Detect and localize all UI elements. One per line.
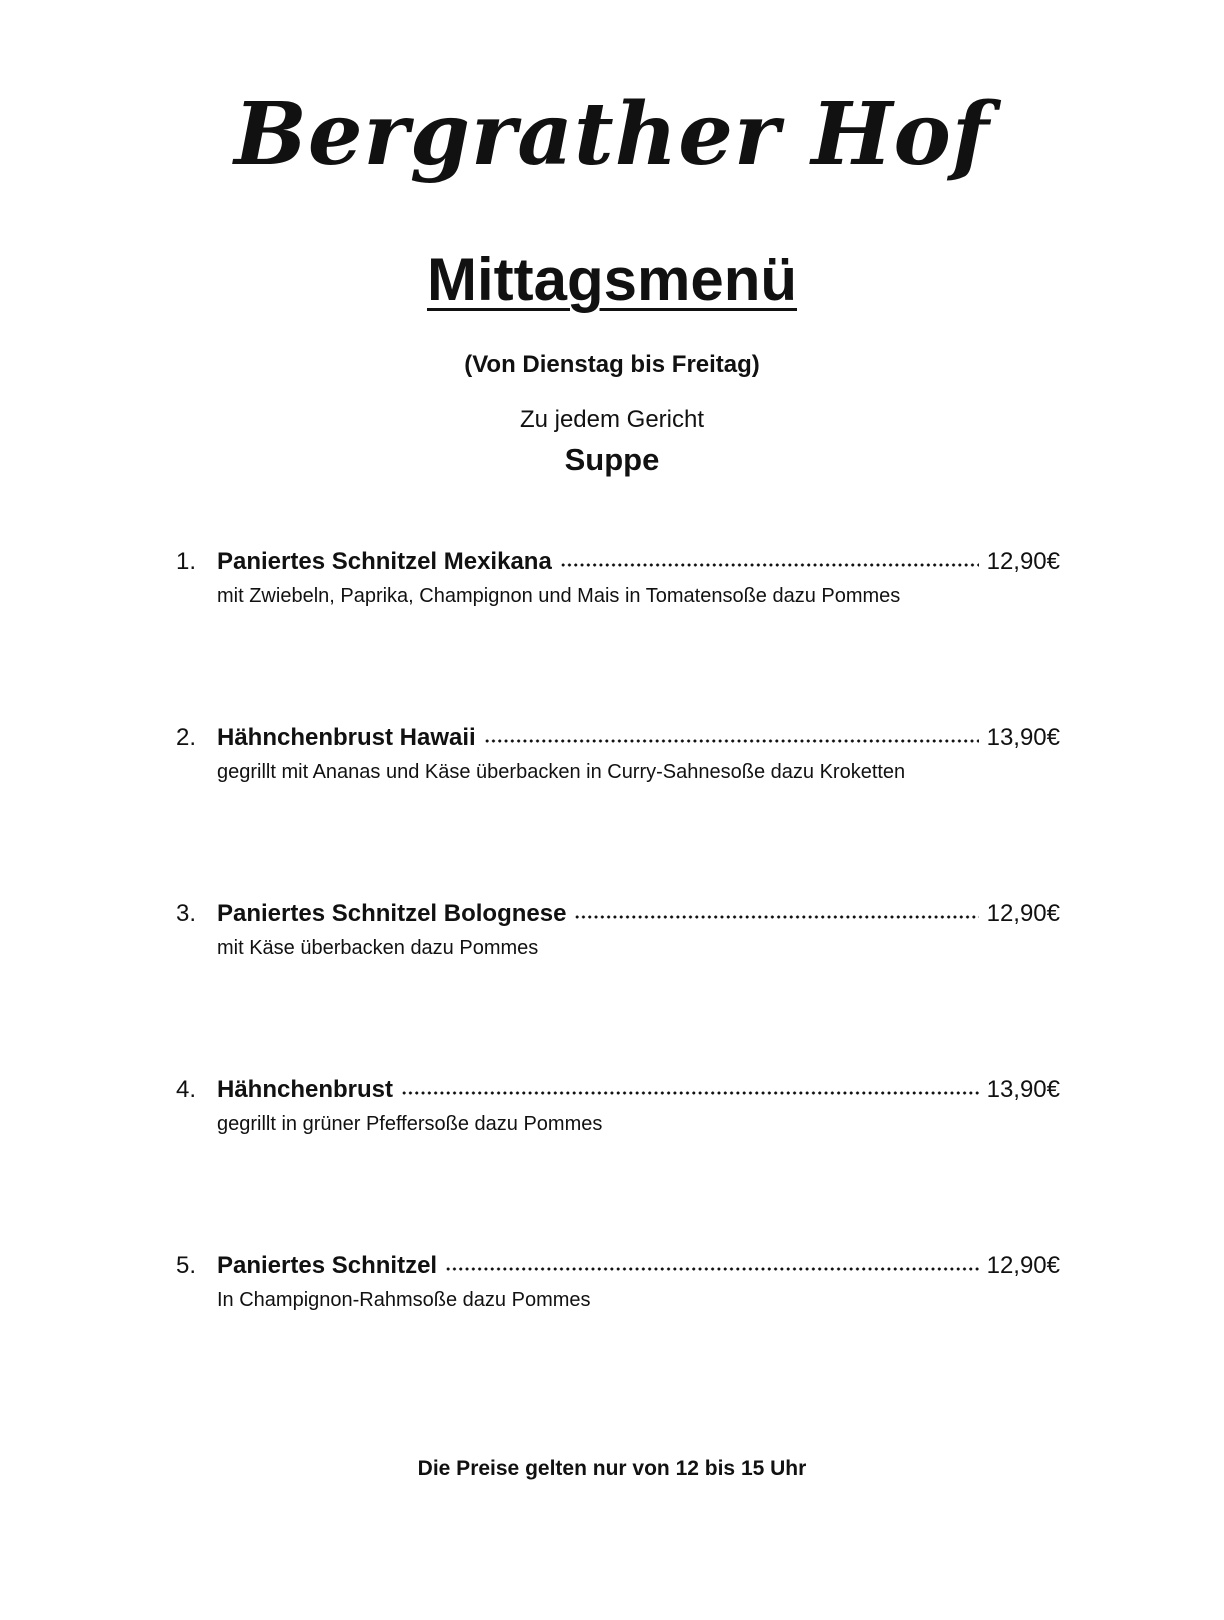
- item-line: [217, 547, 1060, 577]
- menu-item: [176, 899, 1060, 969]
- item-price: 12,90€: [986, 1252, 1060, 1279]
- menu-title: Mittagsmenü: [426, 246, 798, 313]
- item-price: 13,90€: [986, 724, 1060, 751]
- item-number: 5.: [176, 1252, 197, 1279]
- item-number: 1.: [176, 548, 197, 575]
- item-price: 12,90€: [986, 548, 1060, 575]
- dot-leader: [401, 1091, 979, 1095]
- intro-line: Zu jedem Gericht: [519, 406, 705, 433]
- item-description: mit Käse überbacken dazu Pommes: [217, 937, 539, 959]
- dot-leader: [574, 915, 978, 919]
- item-name: Hähnchenbrust: [217, 1076, 394, 1103]
- item-name: Paniertes Schnitzel Mexikana: [217, 548, 552, 575]
- item-description: gegrillt in grüner Pfeffersoße dazu Pommes: [217, 1113, 603, 1135]
- menu-item: [176, 1075, 1060, 1145]
- dot-leader: [560, 563, 979, 567]
- item-line: [217, 899, 1060, 929]
- menu-item: [176, 723, 1060, 793]
- item-description: mit Zwiebeln, Paprika, Champignon und Mais in Tomatensoße dazu Pommes: [217, 585, 901, 607]
- item-name: Hähnchenbrust Hawaii: [217, 724, 476, 751]
- intro-highlight: Suppe: [564, 442, 660, 477]
- item-line: [217, 723, 1060, 753]
- item-number: 3.: [176, 900, 197, 927]
- dot-leader: [484, 739, 979, 743]
- item-line: [217, 1251, 1060, 1281]
- item-description: In Champignon-Rahmsoße dazu Pommes: [217, 1289, 591, 1311]
- menu-days-subtitle: (Von Dienstag bis Freitag): [464, 351, 760, 378]
- menu-item: [176, 547, 1060, 617]
- item-price: 12,90€: [986, 900, 1060, 927]
- item-price: 13,90€: [986, 1076, 1060, 1103]
- item-line: [217, 1075, 1060, 1105]
- restaurant-name: Bergrather Hof: [234, 84, 990, 185]
- menu-item: [176, 1251, 1060, 1321]
- item-number: 4.: [176, 1076, 197, 1103]
- item-name: Paniertes Schnitzel Bolognese: [217, 900, 567, 927]
- item-description: gegrillt mit Ananas und Käse überbacken in Curry-Sahnesoße dazu Kroketten: [217, 761, 906, 783]
- price-validity-note: Die Preise gelten nur von 12 bis 15 Uhr: [417, 1457, 807, 1480]
- dot-leader: [445, 1267, 979, 1271]
- item-number: 2.: [176, 724, 197, 751]
- item-name: Paniertes Schnitzel: [217, 1252, 438, 1279]
